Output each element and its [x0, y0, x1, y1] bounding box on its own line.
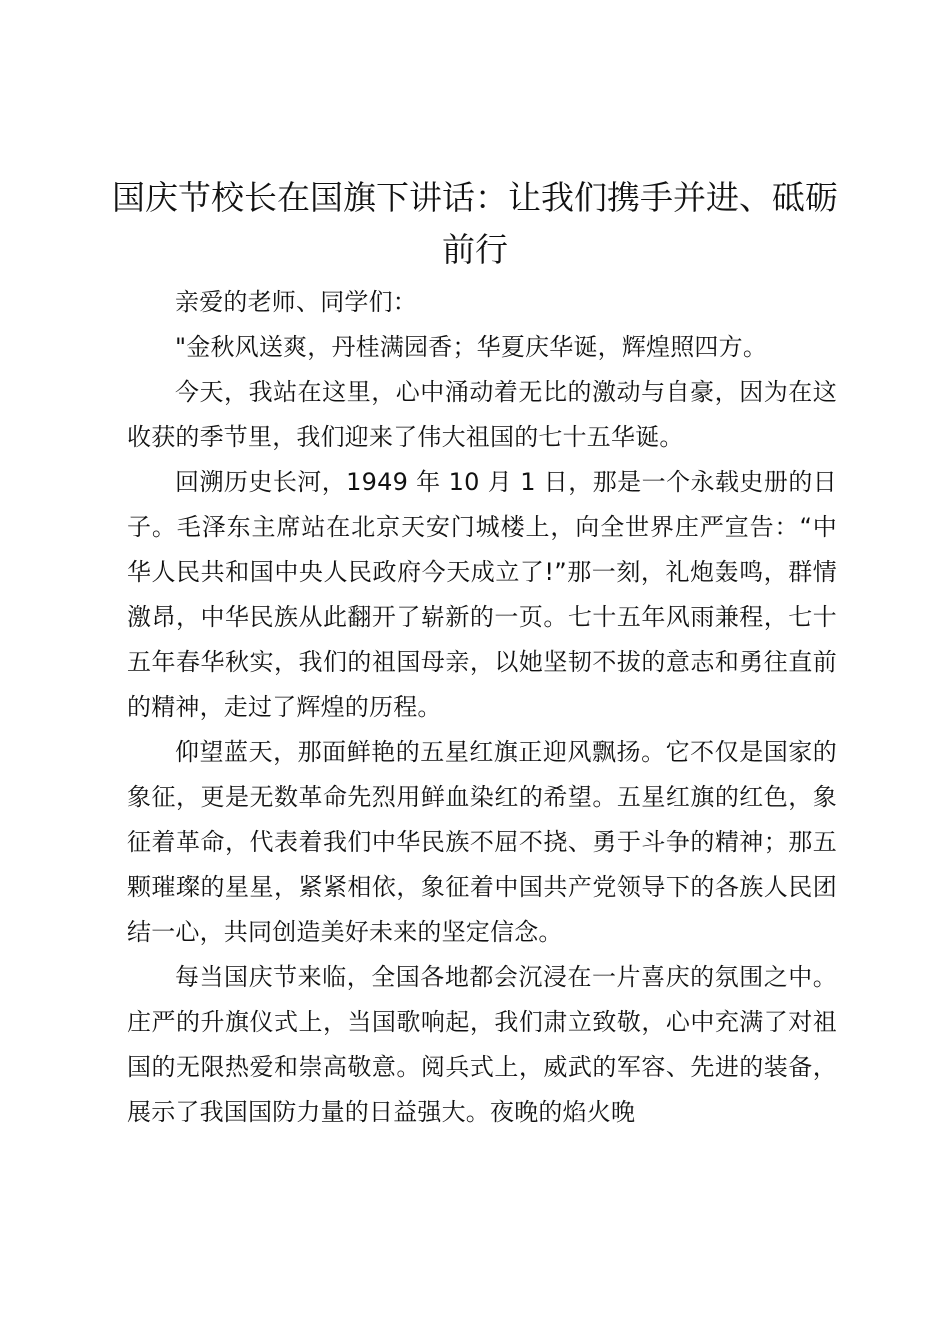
- paragraph-couplet: "金秋风送爽，丹桂满园香；华夏庆华诞，辉煌照四方。: [175, 333, 768, 361]
- paragraph-flag: 仰望蓝天，那面鲜艳的五星红旗正迎风飘扬。它不仅是国家的象征，更是无数革命先烈用鲜血染红的希望。五星红旗的红色，象征着革命，代表着我们中华民族不屈不挠、勇于斗争的精神；那五颗璀璨的星星，紧紧相依，象征着中国共产党领导下的各族人民团结一心，共同创造美好未来的坚定信念。: [127, 738, 837, 946]
- paragraph-today: 今天，我站在这里，心中涌动着无比的激动与自豪，因为在这收获的季节里，我们迎来了伟大祖国的七十五华诞。: [127, 378, 837, 451]
- paragraph-celebration: 每当国庆节来临，全国各地都会沉浸在一片喜庆的氛围之中。庄严的升旗仪式上，当国歌响起，我们肃立致敬，心中充满了对祖国的无限热爱和崇高敬意。阅兵式上，威武的军容、先进的装备，展示了我国国防力量的日益强大。夜晚的焰火晚: [127, 963, 837, 1126]
- document-title: 国庆节校长在国旗下讲话：让我们携手并进、砥砺前行: [112, 178, 838, 269]
- document-body: [127, 280, 837, 1135]
- paragraph-greeting: 亲爱的老师、同学们：: [175, 288, 417, 316]
- paragraph-history: 回溯历史长河，1949 年 10 月 1 日，那是一个永载史册的日子。毛泽东主席站在北京天安门城楼上，向全世界庄严宣告：“中华人民共和国中央人民政府今天成立了!”那一刻，礼炮轰鸣，群情激昂，中华民族从此翻开了崭新的一页。七十五年风雨兼程，七十五年春华秋实，我们的祖国母亲，以她坚韧不拔的意志和勇往直前的精神，走过了辉煌的历程。: [127, 468, 837, 721]
